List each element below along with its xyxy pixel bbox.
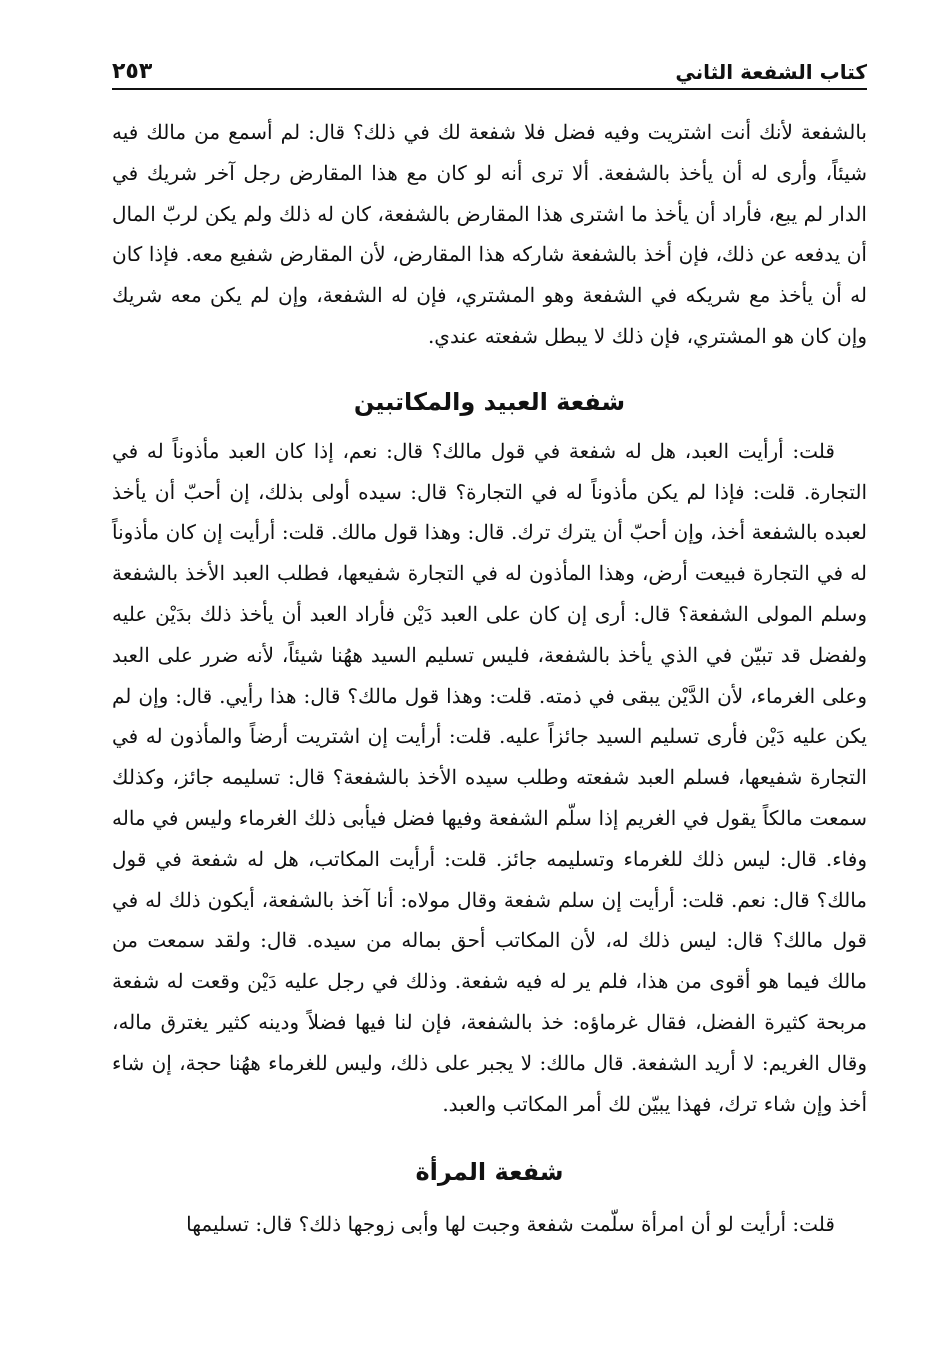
slaves-paragraph: قلت: أرأيت العبد، هل له شفعة في قول مالك؟ قال: نعم، إذا كان العبد مأذوناً له في التجارة. قلت: فإذا لم يكن مأذوناً له في التجارة؟ قال: سيده أولى بذلك، إن أحبّ أن يأخذ لعبده بالشفعة أخذ، وإن أحبّ أن يترك ترك. قال: وهذا قول مالك. قلت: أرأيت إن كان مأذوناً له في التجارة فبيعت أرض، وهذا المأذون له في التجارة شفيعها، فطلب العبد الأخذ بالشفعة وسلم المولى الشفعة؟ قال: أرى إن كان على العبد دَيْن فأراد العبد أن يأخذ ذلك بدَيْن عليه ولفضل قد تبيّن في الذي يأخذ بالشفعة، فليس تسليم السيد ههُنا شيئاً، لأنه ضرر على العبد وعلى الغرماء، لأن الدَّيْن يبقى في ذمته. قلت: وهذا قول مالك؟ قال: هذا رأيي. قال: وإن لم يكن عليه دَيْن فأرى تسليم السيد جائزاً عليه. قلت: أرأيت إن اشتريت أرضاً والمأذون له في التجارة شفيعها، فسلم العبد شفعته وطلب سيده الأخذ بالشفعة؟ قال: تسليمه جائز، وكذلك سمعت مالكاً يقول في الغريم إذا سلّم الشفعة وفيها فضل فيأبى ذلك الغرماء وليس في ماله وفاء. قال: ليس ذلك للغرماء وتسليمه جائز. قلت: أرأيت المكاتب، هل له شفعة في قول مالك؟ قال: نعم. قلت: أرأيت إن سلم شفعة وقال مولاه: أنا آخذ بالشفعة، أيكون ذلك له في قول مالك؟ قال: ليس ذلك له، لأن المكاتب أحق بماله من سيده. قال: ولقد سمعت من مالك فيما هو أقوى من هذا، فلم ير له فيه شفعة. وذلك في رجل عليه دَيْن وقعت له شفعة مربحة كثيرة الفضل، فقال غرماؤه: خذ بالشفعة، فإن لنا فيها فضلاً ودينه كثير يغترق ماله، وقال الغريم: لا أريد الشفعة. قال مالك: لا يجبر على ذلك، وليس للغرماء ههُنا حجة، إن شاء أخذ وإن شاء ترك، فهذا يبيّن لك أمر المكاتب والعبد. (112, 438, 867, 1116)
page-number: ٢٥٣ (112, 59, 153, 84)
running-header (112, 52, 867, 90)
woman-paragraph: قلت: أرأيت لو أن امرأة سلّمت شفعة وجبت لها وأبى زوجها ذلك؟ قال: تسليمها (186, 1212, 835, 1237)
intro-paragraph: بالشفعة لأنك أنت اشتريت وفيه فضل فلا شفعة لك في ذلك؟ قال: لم أسمع من مالك فيه شيئاً، وأرى له أن يأخذ بالشفعة. ألا ترى أنه لو كان مع هذا المقارض رجل آخر شريك في الدار لم يبع، فأراد أن يأخذ ما اشترى هذا المقارض بالشفعة، كان له ذلك ولم يكن لربّ المال أن يدفعه عن ذلك، فإن أخذ بالشفعة شاركه هذا المقارض، لأن المقارض شفيع معه. فإذا كان له أن يأخذ مع شريكه في الشفعة وهو المشتري، فإن له الشفعة، وإن لم يكن معه شريك وإن كان هو المشتري، فإن ذلك لا يبطل شفعته عندي. (112, 120, 867, 348)
book-title: كتاب الشفعة الثاني (675, 60, 867, 84)
page-body (112, 112, 867, 1245)
section-heading-slaves: شفعة العبيد والمكاتبين (353, 387, 626, 416)
section-heading-woman: شفعة المرأة (415, 1158, 564, 1187)
